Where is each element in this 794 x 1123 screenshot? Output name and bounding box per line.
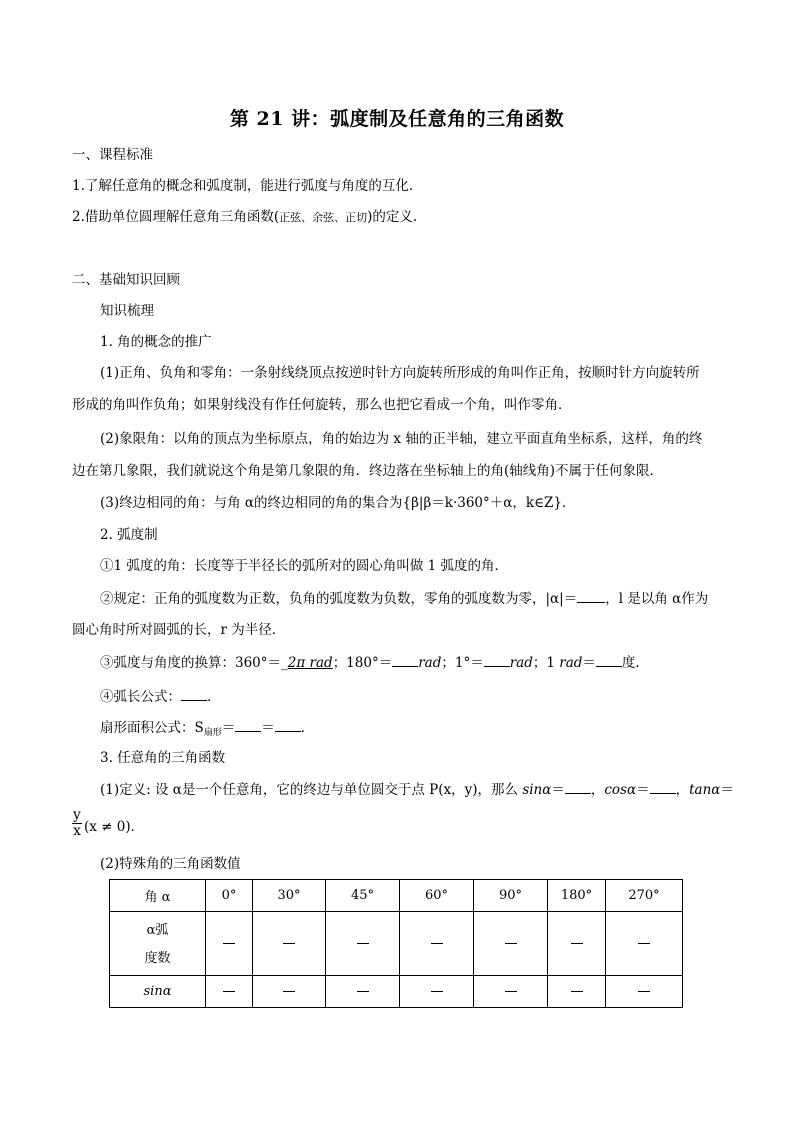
table-cell-blank (474, 912, 548, 976)
table-header-cell: 90° (474, 880, 548, 912)
para-2a: ①1 弧度的角：长度等于半径长的弧所对的圆心角叫做 1 弧度的角． (100, 558, 509, 574)
table-header-cell: 180° (548, 880, 606, 912)
table-cell-blank (253, 976, 326, 1008)
topic-1-heading: 1. 角的概念的推广 (100, 334, 212, 350)
answer-blank (181, 687, 207, 701)
answer-blank (577, 589, 605, 603)
table-row-label: sinα (110, 976, 206, 1008)
fraction-condition: (x ≠ 0)． (84, 819, 145, 835)
table-header-cell: 270° (606, 880, 683, 912)
section-1-heading: 一、课程标准 (72, 147, 153, 163)
para-1a-line1: (1)正角、负角和零角：一条射线绕顶点按逆时针方向旋转所形成的角叫作正角，按顺时针方向旋转所 (100, 365, 700, 381)
table-row-header (110, 880, 683, 912)
standard-item-1: 1.了解任意角的概念和弧度制，能进行弧度与角度的互化． (72, 178, 423, 194)
para-2b-line1: ②规定：正角的弧度数为正数，负角的弧度数为负数，零角的弧度数为零，|α|＝ ，l 是以角 α作为 (100, 591, 709, 607)
standard-item-2: 2.借助单位圆理解任意角三角函数(正弦、余弦、正切)的定义. (72, 209, 418, 225)
table-cell-blank (206, 912, 253, 976)
page-title: 第 21 讲：弧度制及任意角的三角函数 (229, 108, 565, 130)
para-2e: 扇形面积公式：$S_{扇形}=$ ＝ ． (100, 720, 315, 738)
table-cell-blank (400, 976, 474, 1008)
answer-blank (392, 653, 418, 667)
table-header-cell: 45° (326, 880, 400, 912)
fraction-numerator: y (73, 807, 81, 823)
table-cell-blank (474, 976, 548, 1008)
para-1c: (3)终边相同的角：与角 α的终边相同的角的集合为{β|β＝k·360°＋α，k∈Z}． (100, 495, 576, 511)
table-cell-blank (606, 912, 683, 976)
para-2d: ④弧长公式： ． (100, 689, 221, 705)
table-cell-blank (326, 912, 400, 976)
topic-2-heading: 2. 弧度制 (100, 527, 158, 543)
table-row-radian (110, 912, 683, 976)
topic-3-heading: 3. 任意角的三角函数 (100, 750, 226, 766)
table-cell-blank (253, 912, 326, 976)
table-cell-blank (206, 976, 253, 1008)
table-cell-blank (548, 912, 606, 976)
para-1a-line2: 形成的角叫作负角；如果射线没有作任何旋转，那么也把它看成一个角，叫作零角． (72, 397, 572, 413)
table-header-cell: 角 α (110, 880, 206, 912)
table-row-label: α弧 度数 (110, 912, 206, 976)
answer-blank (235, 718, 261, 732)
table-cell-blank (606, 976, 683, 1008)
table-cell-blank (548, 976, 606, 1008)
para-2b-line2: 圆心角时所对圆弧的长，r 为半径． (72, 622, 286, 638)
para-3b: (2)特殊角的三角函数值 (100, 856, 241, 872)
para-1b-line1: (2)象限角：以角的顶点为坐标原点，角的始边为 x 轴的正半轴，建立平面直角坐标系，这样，角的终 (100, 431, 703, 447)
para-2c: ③弧度与角度的换算：360°＝_2π rad；180°＝ rad；1°＝ rad；1 rad＝ 度． (100, 655, 649, 671)
answer-blank (275, 718, 301, 732)
para-3a: (1)定义: 设 α是一个任意角，它的终边与单位圆交于点 P(x，y)，那么 sinα＝ ，cosα＝ ，tanα＝ (100, 782, 734, 798)
table-cell-blank (400, 912, 474, 976)
para-1b-line2: 边在第几象限，我们就说这个角是第几象限的角．终边落在坐标轴上的角(轴线角)不属于任何象限． (72, 463, 664, 479)
table-header-cell: 60° (400, 880, 474, 912)
tan-fraction (72, 808, 82, 839)
answer-blank (565, 780, 591, 794)
answer-blank (596, 653, 622, 667)
table-header-cell: 30° (253, 880, 326, 912)
special-angles-table (109, 879, 683, 1008)
section-2-heading: 二、基础知识回顾 (72, 272, 180, 288)
table-cell-blank (326, 976, 400, 1008)
knowledge-heading: 知识梳理 (100, 303, 154, 319)
answer-blank (484, 653, 510, 667)
table-header-cell: 0° (206, 880, 253, 912)
table-row-sin (110, 976, 683, 1008)
answer-blank (650, 780, 676, 794)
fraction-denominator: x (73, 823, 81, 839)
